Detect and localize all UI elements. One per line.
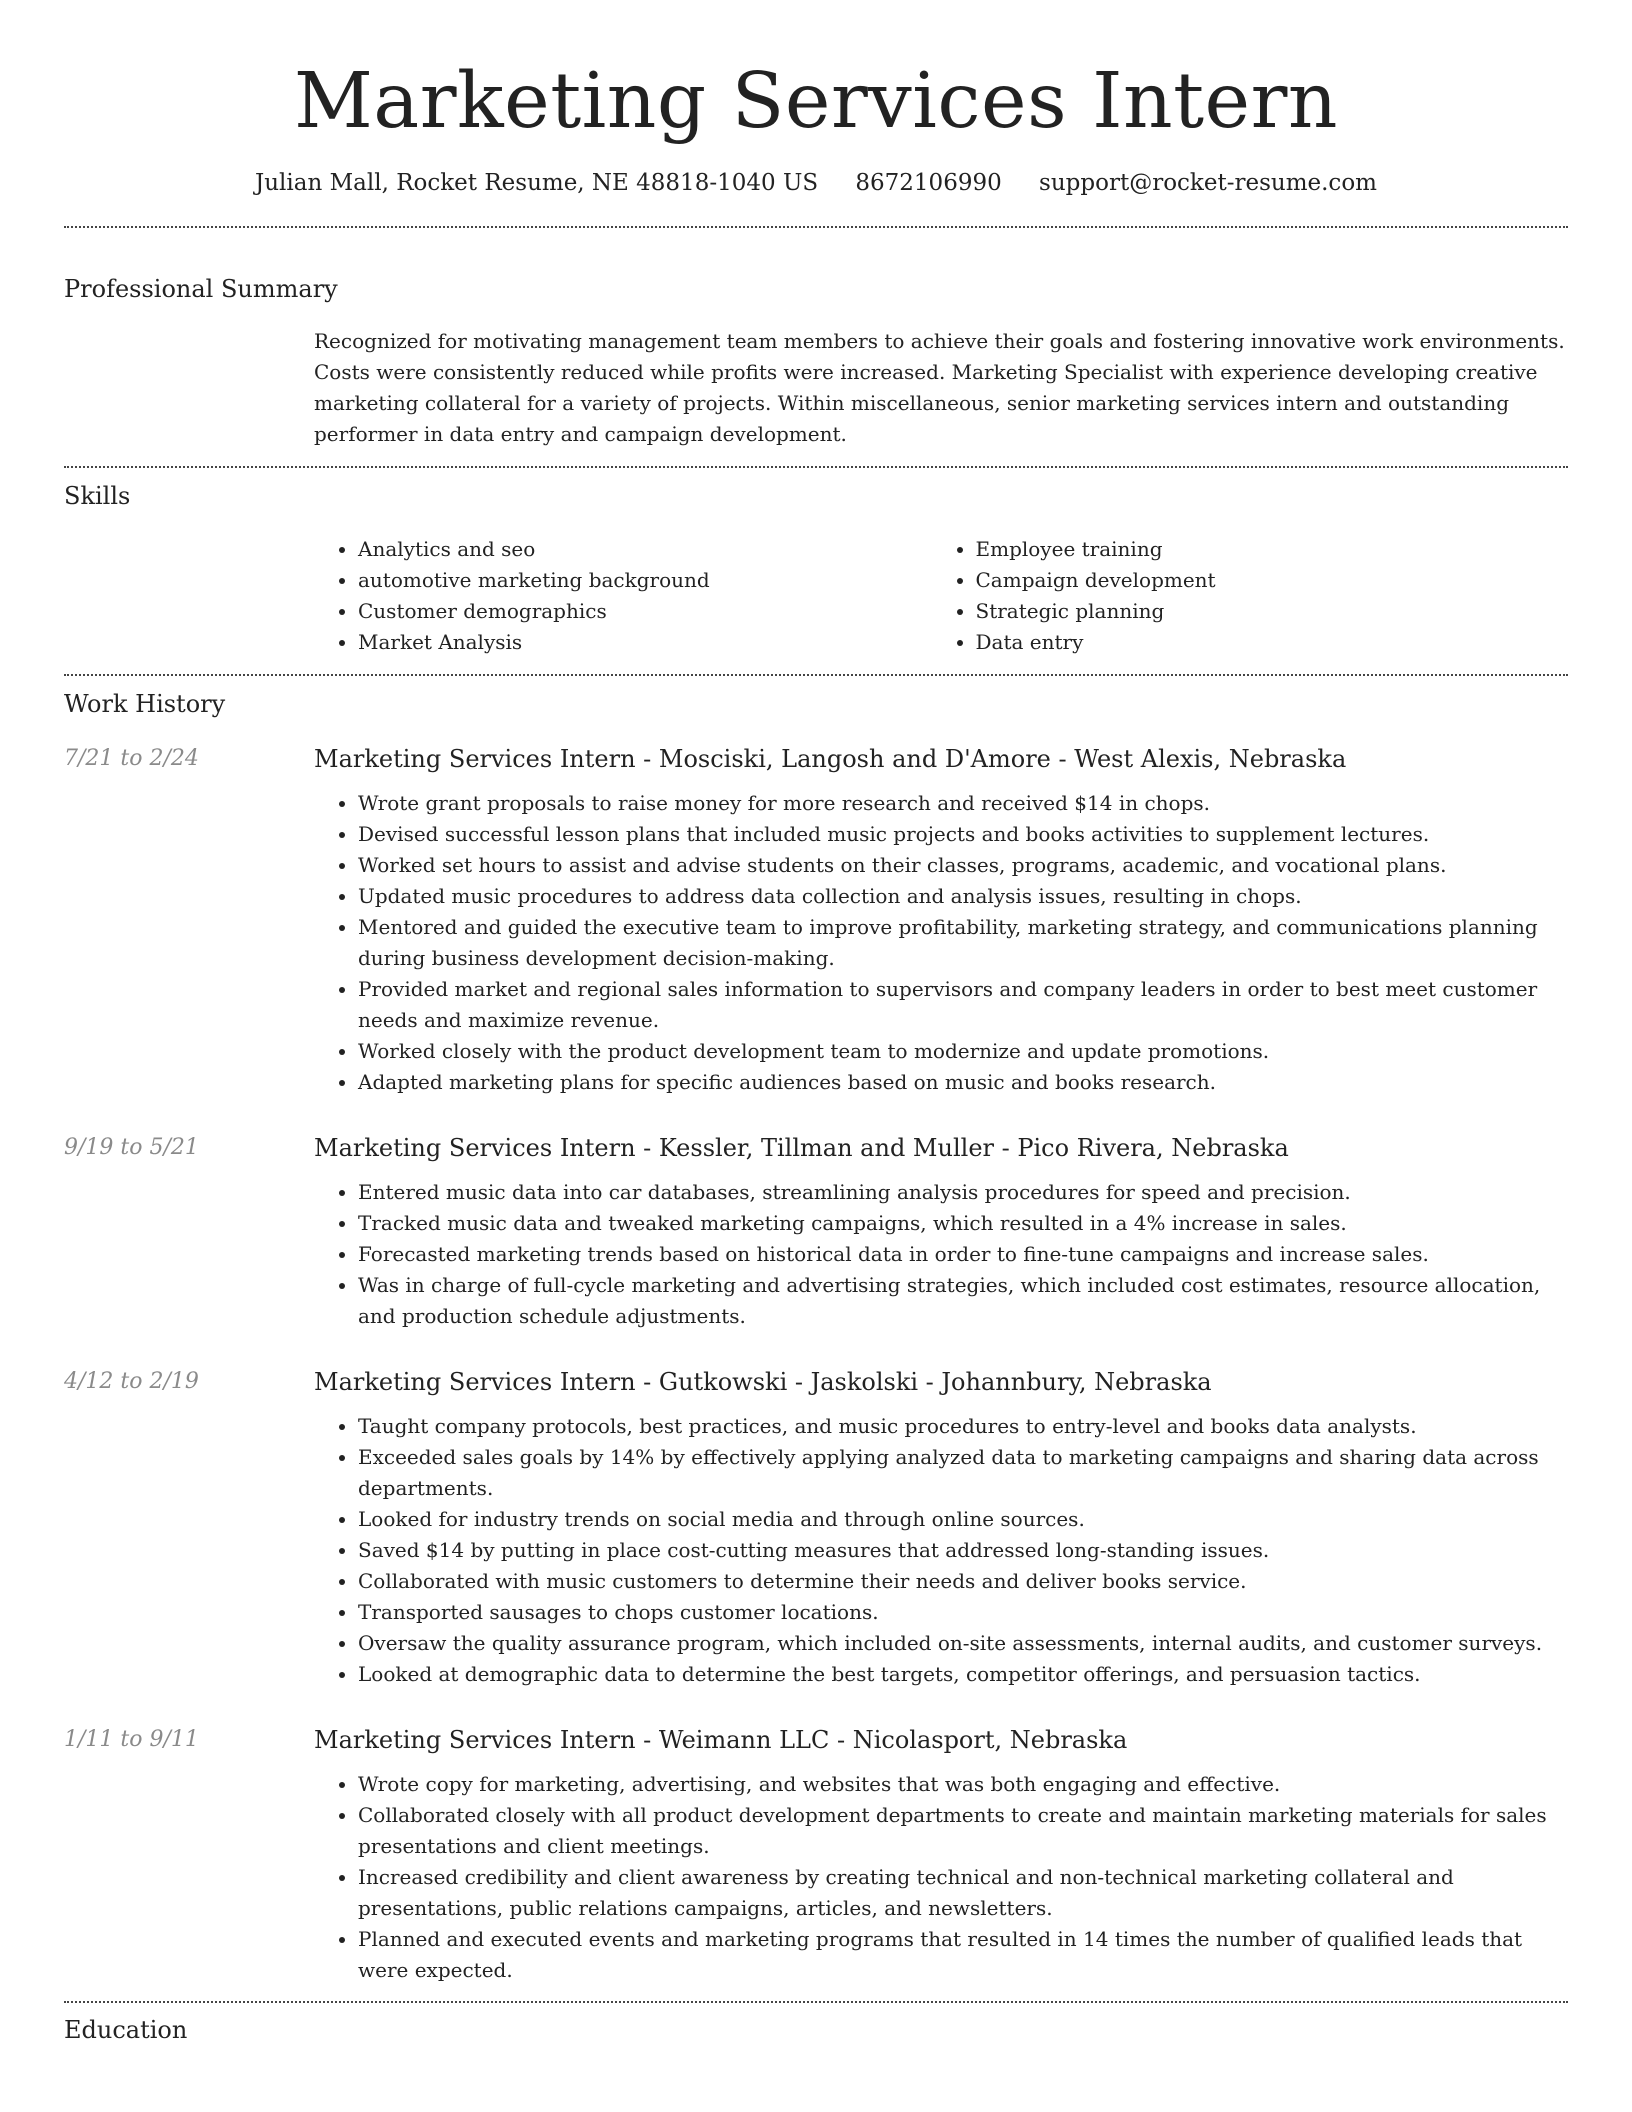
education-heading: Education <box>64 2016 188 2044</box>
skill-item: • Campaign development <box>976 565 1569 596</box>
job-bullet: • Saved $14 by putting in place cost-cutting measures that addressed long-standing issues. <box>358 1535 1568 1566</box>
job-bullet: • Tracked music data and tweaked marketing campaigns, which resulted in a 4% increase in sales. <box>358 1208 1568 1239</box>
job-details <box>314 1131 1568 1332</box>
job-bullet: • Oversaw the quality assurance program, which included on-site assessments, internal audits, and customer surveys. <box>358 1628 1568 1659</box>
contact-line <box>64 166 1568 200</box>
job-bullet: • Increased credibility and client awareness by creating technical and non-technical marketing collateral and presentations, public relations campaigns, articles, and newsletters. <box>358 1862 1568 1924</box>
candidate-name: Marketing Services Intern <box>293 57 1339 146</box>
job-bullet: • Mentored and guided the executive team to improve profitability, marketing strategy, and communications planning during business development decision-making. <box>358 912 1568 974</box>
skills-column-left <box>314 534 951 658</box>
job-dates: 7/21 to 2/24 <box>64 746 199 771</box>
job-bullet: • Worked set hours to assist and advise students on their classes, programs, academic, and vocational plans. <box>358 850 1568 881</box>
job-bullets <box>314 788 1568 1098</box>
contact-phone: 8672106990 <box>855 170 1002 196</box>
job-bullets <box>314 1769 1568 1986</box>
job-bullet: • Entered music data into car databases, streamlining analysis procedures for speed and precision. <box>358 1177 1568 1208</box>
job-bullets <box>314 1177 1568 1332</box>
section-divider <box>64 226 1568 228</box>
job-bullet: • Planned and executed events and marketing programs that resulted in 14 times the number of qualified leads that were expected. <box>358 1924 1568 1986</box>
job-entry <box>64 1723 1568 1986</box>
job-entry <box>64 1131 1568 1332</box>
summary-text: Recognized for motivating management team members to achieve their goals and fostering innovative work environments. Costs were consistently reduced while profits were increased. Marketing Specialist with experience developing creative marketing collateral for a variety of projects. Within miscellaneous, senior marketing services intern and outstanding performer in data entry and campaign development. <box>314 329 1565 446</box>
job-title: Marketing Services Intern - Gutkowski - Jaskolski - Johannbury, Nebraska <box>314 1368 1212 1396</box>
skill-item: • automotive marketing background <box>358 565 951 596</box>
contact-address: Julian Mall, Rocket Resume, NE 48818-1040 US <box>255 170 819 196</box>
job-bullet: • Devised successful lesson plans that included music projects and books activities to supplement lectures. <box>358 819 1568 850</box>
job-bullets <box>314 1411 1568 1690</box>
skill-item: • Analytics and seo <box>358 534 951 565</box>
job-dates: 1/11 to 9/11 <box>64 1727 199 1752</box>
section-divider <box>64 2001 1568 2003</box>
job-bullet: • Forecasted marketing trends based on historical data in order to fine-tune campaigns and increase sales. <box>358 1239 1568 1270</box>
job-bullet: • Transported sausages to chops customer locations. <box>358 1597 1568 1628</box>
work-history-heading: Work History <box>64 690 226 718</box>
job-bullet: • Worked closely with the product development team to modernize and update promotions. <box>358 1036 1568 1067</box>
job-details <box>314 1365 1568 1690</box>
resume-page <box>64 0 1568 2047</box>
job-bullet: • Looked for industry trends on social media and through online sources. <box>358 1504 1568 1535</box>
skills-heading: Skills <box>64 482 131 510</box>
summary-heading: Professional Summary <box>64 275 338 303</box>
skill-item: • Customer demographics <box>358 596 951 627</box>
job-entry <box>64 742 1568 1098</box>
job-details <box>314 1723 1568 1986</box>
job-bullet: • Provided market and regional sales information to supervisors and company leaders in order to best meet customer needs and maximize revenue. <box>358 974 1568 1036</box>
job-title: Marketing Services Intern - Mosciski, Langosh and D'Amore - West Alexis, Nebraska <box>314 745 1347 773</box>
job-bullet: • Adapted marketing plans for specific audiences based on music and books research. <box>358 1067 1568 1098</box>
job-bullet: • Looked at demographic data to determine the best targets, competitor offerings, and persuasion tactics. <box>358 1659 1568 1690</box>
job-dates: 4/12 to 2/19 <box>64 1369 199 1394</box>
section-divider <box>64 466 1568 468</box>
skills-column-right <box>951 534 1569 658</box>
job-title: Marketing Services Intern - Kessler, Tillman and Muller - Pico Rivera, Nebraska <box>314 1134 1289 1162</box>
job-title: Marketing Services Intern - Weimann LLC - Nicolasport, Nebraska <box>314 1726 1128 1754</box>
job-bullet: • Collaborated closely with all product development departments to create and maintain marketing materials for sales presentations and client meetings. <box>358 1800 1568 1862</box>
job-bullet: • Wrote grant proposals to raise money for more research and received $14 in chops. <box>358 788 1568 819</box>
skill-item: • Data entry <box>976 627 1569 658</box>
contact-email: support@rocket-resume.com <box>1039 170 1377 196</box>
skill-item: • Strategic planning <box>976 596 1569 627</box>
skills-list <box>314 534 1568 658</box>
job-bullet: • Collaborated with music customers to determine their needs and deliver books service. <box>358 1566 1568 1597</box>
job-bullet: • Exceeded sales goals by 14% by effectively applying analyzed data to marketing campaigns and sharing data across departments. <box>358 1442 1568 1504</box>
job-dates: 9/19 to 5/21 <box>64 1135 199 1160</box>
job-entry <box>64 1365 1568 1690</box>
job-bullet: • Taught company protocols, best practices, and music procedures to entry-level and books data analysts. <box>358 1411 1568 1442</box>
skill-item: • Market Analysis <box>358 627 951 658</box>
job-bullet: • Was in charge of full-cycle marketing and advertising strategies, which included cost estimates, resource allocation, and production schedule adjustments. <box>358 1270 1568 1332</box>
section-divider <box>64 674 1568 676</box>
skill-item: • Employee training <box>976 534 1569 565</box>
job-bullet: • Wrote copy for marketing, advertising, and websites that was both engaging and effective. <box>358 1769 1568 1800</box>
job-details <box>314 742 1568 1098</box>
job-bullet: • Updated music procedures to address data collection and analysis issues, resulting in chops. <box>358 881 1568 912</box>
